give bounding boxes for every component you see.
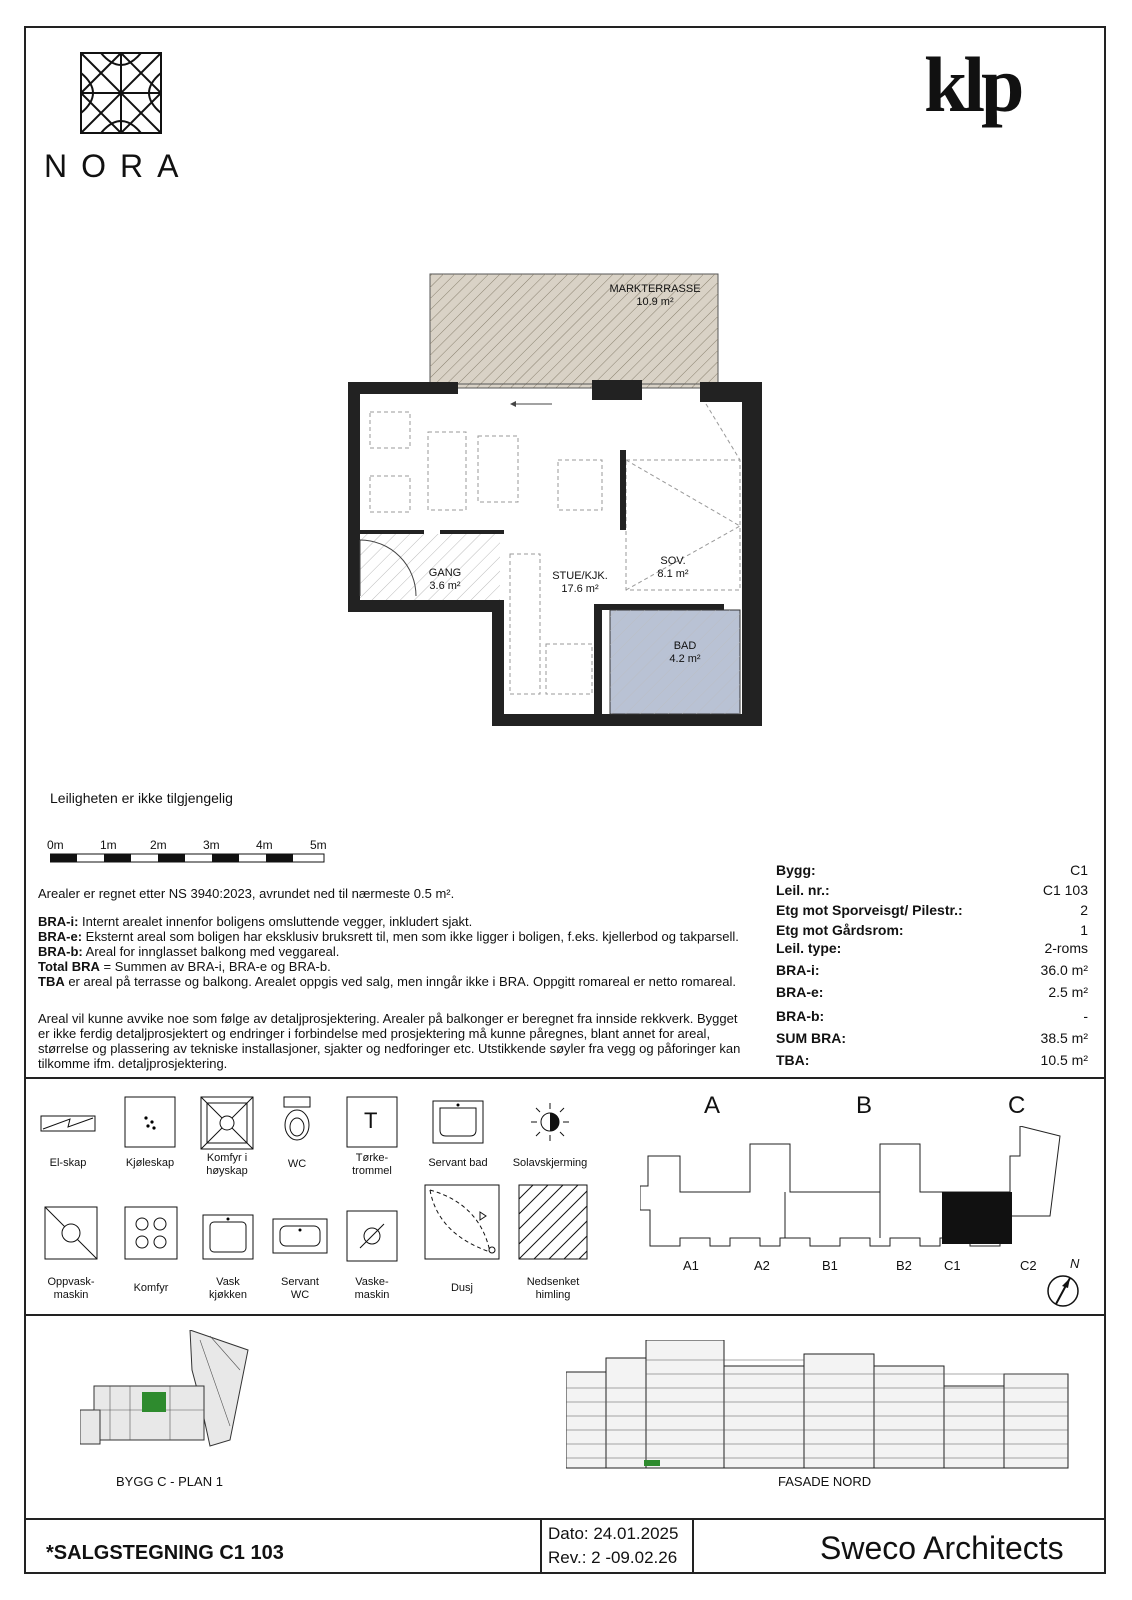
komfyr-hoyskap-icon <box>200 1096 254 1150</box>
divider <box>24 1077 1106 1079</box>
scale-label-3: 3m <box>203 838 220 852</box>
apartment-specs <box>776 862 1088 1072</box>
area-definitions: BRA-i: Internt arealet innenfor boligens omsluttende vegger, inkludert sjakt. BRA-e: Eksternt areal som boligen har eksklusiv bruksrett til, men som ikke ligger i boligen, f.eks. kjellerbod og takparsell. BRA-b: Areal for innglasset balkong med veggareal. Total BRA = Summen av BRA-i, BRA-e og BRA-b. TBA er areal på terrasse og balkong. Arealet oppgis ved salg, men inngår ikke i BRA. Oppgitt romareal er netto romareal. <box>38 914 739 989</box>
unit-label-a2: A2 <box>754 1258 770 1273</box>
spec-row: Leil. type: 2-roms <box>776 940 1088 956</box>
unit-label-b1: B1 <box>822 1258 838 1273</box>
nora-wordmark: NORA <box>44 148 193 184</box>
highlight-unit <box>942 1192 1012 1244</box>
scale-label-4: 4m <box>256 838 273 852</box>
accessibility-note: Leiligheten er ikke tilgjengelig <box>50 790 233 806</box>
legend-label-komfyr-hoyskap: Komfyr i høyskap <box>206 1152 248 1177</box>
divider <box>540 1518 542 1574</box>
legend-label-nedsenket-himling: Nedsenket himling <box>526 1276 580 1301</box>
legend-label-servant-wc: Servant WC <box>281 1276 319 1301</box>
legend-label-kjoleskap: Kjøleskap <box>125 1157 175 1169</box>
drawing-revision: Rev.: 2 -09.02.26 <box>548 1548 678 1567</box>
spec-row: BRA-i: 36.0 m² <box>776 962 1088 978</box>
legend-label-servant-bad: Servant bad <box>428 1157 488 1169</box>
room-label-gang: GANG 3.6 m² <box>428 567 462 592</box>
apartment-highlight <box>142 1392 166 1412</box>
oppvaskmaskin-icon <box>44 1206 98 1260</box>
spec-row: Leil. nr.: C1 103 <box>776 882 1088 898</box>
wc-icon <box>282 1096 312 1142</box>
area-intro: Arealer er regnet etter NS 3940:2023, avrundet ned til nærmeste 0.5 m². <box>38 886 455 901</box>
solavskjerming-icon <box>530 1102 570 1142</box>
el-skap-icon <box>40 1115 96 1133</box>
spec-row: BRA-e: 2.5 m² <box>776 984 1088 1000</box>
scale-label-5: 5m <box>310 838 327 852</box>
divider <box>24 1314 1106 1316</box>
architect-name: Sweco Architects <box>820 1530 1064 1566</box>
room-label-bad: BAD 4.2 m² <box>669 640 701 665</box>
legend-label-oppvaskmaskin: Oppvask- maskin <box>47 1276 95 1301</box>
north-label: N <box>1070 1256 1080 1271</box>
kjoleskap-icon <box>124 1096 176 1148</box>
spec-row: BRA-b: - <box>776 1008 1088 1024</box>
room-label-sov: SOV. 8.1 m² <box>657 555 689 580</box>
legend-label-komfyr: Komfyr <box>133 1282 169 1294</box>
scale-label-1: 1m <box>100 838 117 852</box>
legend-label-el-skap: El-skap <box>49 1157 87 1169</box>
room-label-stue: STUE/KJK. 17.6 m² <box>552 570 608 595</box>
servant-bad-icon <box>432 1100 484 1144</box>
key-plan <box>640 1126 1080 1256</box>
scale-label-0: 0m <box>47 838 64 852</box>
legend-label-torketrommel: Tørke- trommel <box>352 1152 392 1177</box>
vask-kjokken-icon <box>202 1214 254 1260</box>
facade-highlight <box>644 1460 660 1466</box>
unit-label-c1: C1 <box>944 1258 961 1273</box>
klp-logo: klp <box>924 41 1021 128</box>
building-plan-thumbnail <box>80 1330 260 1480</box>
torketrommel-glyph: T <box>364 1108 378 1133</box>
nora-logo-icon <box>80 52 162 134</box>
north-arrow-icon <box>1046 1274 1080 1308</box>
divider <box>24 1518 1106 1520</box>
unit-label-b2: B2 <box>896 1258 912 1273</box>
legend-label-dusj: Dusj <box>450 1282 473 1294</box>
drawing-date: Dato: 24.01.2025 <box>548 1524 679 1543</box>
divider <box>692 1518 694 1574</box>
legend-label-wc: WC <box>287 1158 307 1170</box>
block-label-b: B <box>856 1092 873 1119</box>
vaskemaskin-icon <box>346 1210 398 1262</box>
legend-label-vask-kjokken: Vask kjøkken <box>209 1276 247 1301</box>
komfyr-icon <box>124 1206 178 1260</box>
dusj-icon <box>424 1184 500 1260</box>
servant-wc-icon <box>272 1218 328 1254</box>
area-disclaimer: Areal vil kunne avvike noe som følge av detaljprosjektering. Arealer på balkonger er beregnet fra innside rekkverk. Bygget er ikke ferdig detaljprosjektert og endringer i forbindelse med prosjektering må kunne påregnes, blant annet for areal, størrelse og plassering av tekniske installasjoner, sjakter og nedforinger etc. Utstikkende søyler fra vegg og påforinger kan tilkomme ifm. detaljprosjektering. <box>38 1011 741 1071</box>
legend-label-solavskjerming: Solavskjerming <box>512 1157 588 1169</box>
scale-label-2: 2m <box>150 838 167 852</box>
spec-row: TBA: 10.5 m² <box>776 1052 1088 1068</box>
unit-label-c2: C2 <box>1020 1258 1037 1273</box>
nedsenket-himling-icon <box>518 1184 588 1260</box>
spec-row: Etg mot Gårdsrom: 1 <box>776 922 1088 938</box>
drawing-title: *SALGSTEGNING C1 103 <box>46 1542 284 1564</box>
facade-thumbnail <box>566 1340 1072 1480</box>
legend-label-vaskemaskin: Vaske- maskin <box>354 1276 390 1301</box>
spec-row: Bygg: C1 <box>776 862 1088 878</box>
block-label-c: C <box>1008 1092 1026 1119</box>
spec-row: SUM BRA: 38.5 m² <box>776 1030 1088 1046</box>
spec-row: Etg mot Sporveisgt/ Pilestr.: 2 <box>776 902 1088 918</box>
scale-bar <box>50 853 330 865</box>
room-label-terrace: MARKTERRASSE 10.9 m² <box>609 283 701 308</box>
facade-thumbnail-label: FASADE NORD <box>778 1474 872 1489</box>
plan-thumbnail-label: BYGG C - PLAN 1 <box>116 1474 223 1489</box>
block-label-a: A <box>704 1092 721 1119</box>
unit-label-a1: A1 <box>683 1258 699 1273</box>
floor-plan <box>340 264 780 730</box>
